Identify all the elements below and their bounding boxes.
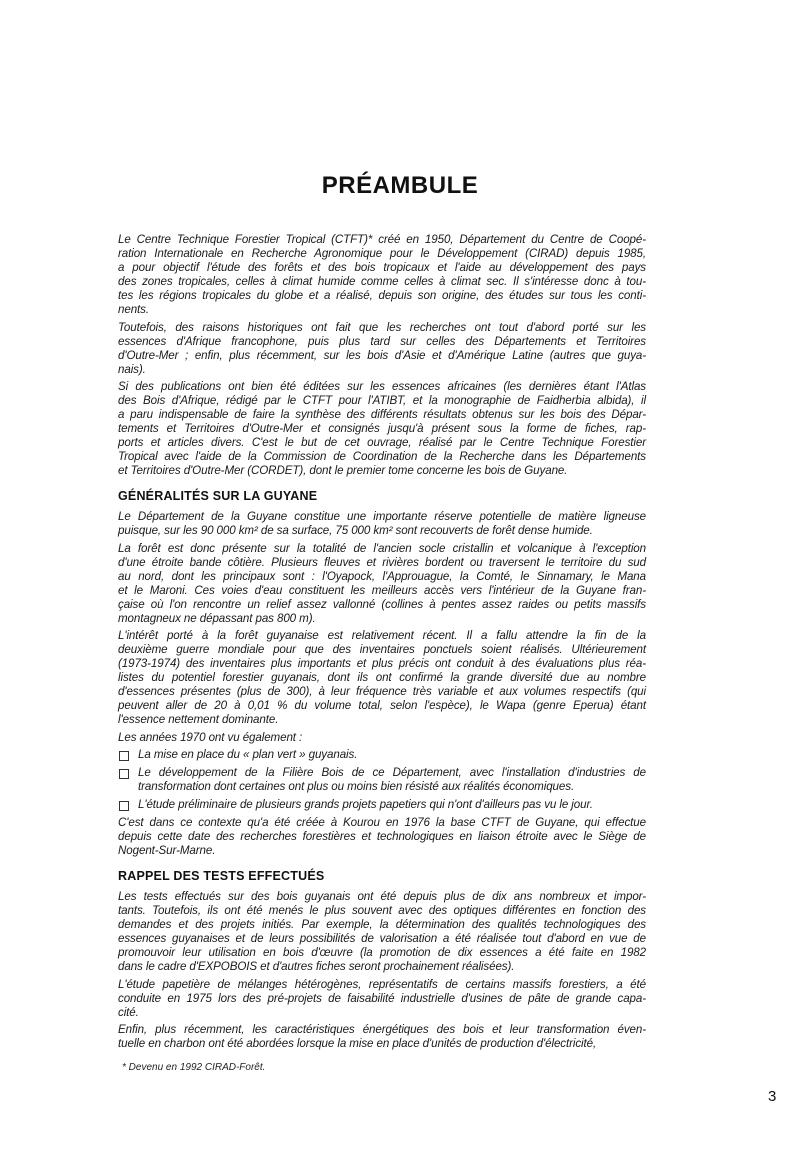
text-line: L'étude papetière de mélanges hétérogènes, représentatifs de certains massifs forestiers, a été xyxy=(118,977,646,991)
text-line: a pour objectif l'étude des forêts et des bois tropicaux et l'aide au développement des pays xyxy=(118,261,646,274)
paragraph xyxy=(118,629,646,727)
text-line: nents. xyxy=(118,303,149,316)
text-line: Tropical avec l'aide de la Commission de Coordination de la Recherche dans les Départements xyxy=(118,450,646,463)
text-line: ports et articles divers. C'est le but de cet ouvrage, réalisé par le Centre Technique Forestier xyxy=(118,436,646,449)
text-line: Le développement de la Filière Bois de ce Département, avec l'installation d'industries de xyxy=(138,766,646,779)
text-line: a paru indispensable de faire la synthèse des différents résultats obtenus sur les bois des Dépar- xyxy=(118,408,646,421)
text-line: (1973-1974) des inventaires plus importants et plus précis ont conduit à des évaluations plus réa- xyxy=(118,657,646,670)
text-line: dans le cadre d'EXPOBOIS et d'autres fiches seront prochainement réalisées). xyxy=(118,960,515,973)
text-line: Les tests effectués sur des bois guyanais ont été depuis plus de dix ans nombreux et impor- xyxy=(118,890,646,903)
footnote: * Devenu en 1992 CIRAD-Forêt. xyxy=(122,1062,266,1073)
paragraph xyxy=(118,510,646,538)
text-line: promouvoir leur utilisation en bois d'œuvre (la promotion de dix essences a été faite en 1982 xyxy=(118,946,646,959)
guyane-bullet-list xyxy=(118,748,646,812)
text-line: essences d'Afrique francophone, puis plus tard sur celles des Départements et Territoires xyxy=(118,334,646,348)
text-line: çaise où l'on rencontre un relief assez vallonné (collines à pentes assez raides ou petits massifs xyxy=(118,597,646,611)
paragraph xyxy=(118,978,646,1020)
paragraph xyxy=(118,321,646,377)
text-line: La forêt est donc présente sur la totalité de l'ancien socle cristallin et volcanique à l'exception xyxy=(118,541,646,555)
text-line: tes les régions tropicales du globe et a réalisé, depuis son origine, des études sur tous les conti- xyxy=(118,289,646,302)
text-line: tuelle en charbon ont été abordées lorsque la mise en place d'unités de production d'électricité, xyxy=(118,1037,597,1050)
list-item xyxy=(118,748,646,762)
text-line: Toutefois, des raisons historiques ont fait que les recherches ont tout d'abord porté sur les xyxy=(118,320,646,334)
text-line: deuxième guerre mondiale pour que des inventaires ponctuels soient réalisés. Ultérieurement xyxy=(118,643,646,656)
paragraph xyxy=(118,1023,646,1051)
text-line: d'essences présentes (plus de 300), à leur fréquence très variable et aux volumes respectifs (qui xyxy=(118,685,646,698)
paragraph xyxy=(118,890,646,974)
text-line: L'intérêt porté à la forêt guyanaise est relativement récent. Il a fallu attendre la fin de la xyxy=(118,629,646,642)
text-line: C'est dans ce contexte qu'a été créée à Kourou en 1976 la base CTFT de Guyane, qui effectue xyxy=(118,816,646,829)
page-number: 3 xyxy=(768,1088,777,1105)
text-line: et Territoires d'Outre-Mer (CORDET), dont le premier tome concerne les bois de Guyane. xyxy=(118,464,568,477)
text-line: au nord, dont les principaux sont : l'Oyapock, l'Approuague, la Comté, le Sinnamary, le Mana xyxy=(118,569,646,583)
section-heading-tests: RAPPEL DES TESTS EFFECTUÉS xyxy=(118,869,325,883)
paragraph xyxy=(118,731,646,745)
text-line: montagneux ne dépassant pas 800 m). xyxy=(118,611,316,625)
tests-section xyxy=(118,890,646,1051)
intro-section xyxy=(118,233,646,478)
guyane-section xyxy=(118,510,646,858)
paragraph xyxy=(118,380,646,478)
list-item xyxy=(118,766,646,794)
text-line: tements et Territoires d'Outre-Mer et consignés jusqu'à présent sous la forme de fiches, rap- xyxy=(118,422,646,435)
paragraph xyxy=(118,816,646,858)
guyane-closing xyxy=(118,816,646,858)
text-line: Les années 1970 ont vu également : xyxy=(118,730,303,744)
paragraph xyxy=(118,542,646,626)
text-line: puisque, sur les 90 000 km² de sa surface, 75 000 km² sont recouverts de forêt dense humide. xyxy=(118,524,593,537)
body-column xyxy=(118,233,646,1074)
guyane-paragraphs xyxy=(118,510,646,745)
text-line: demandes et des projets initiés. Par exemple, la détermination des qualités technologiques des xyxy=(118,918,646,931)
list-item xyxy=(118,798,646,812)
text-line: l'essence nettement dominante. xyxy=(118,713,279,726)
text-line: Nogent-Sur-Marne. xyxy=(118,844,216,857)
text-line: d'Outre-Mer ; enfin, plus récemment, sur les bois d'Asie et d'Amérique Latine (autres que guya- xyxy=(118,348,646,362)
text-line: cité. xyxy=(118,1005,139,1019)
text-line: Enfin, plus récemment, les caractéristiques énergétiques des bois et leur transformation éven- xyxy=(118,1023,646,1036)
square-bullet-icon xyxy=(119,751,129,761)
paragraph xyxy=(118,233,646,317)
text-line: Le Centre Technique Forestier Tropical (CTFT)* créé en 1950, Département du Centre de Coopé- xyxy=(118,233,646,246)
text-line: nais). xyxy=(118,362,146,376)
section-heading-guyane: GÉNÉRALITÉS SUR LA GUYANE xyxy=(118,489,318,503)
text-line: depuis cette date des recherches forestières et technologiques en liaison étroite avec le Siège de xyxy=(118,830,646,843)
text-line: conduite en 1975 lors des pré-projets de faisabilité industrielle d'usines de pâte de grande capa- xyxy=(118,991,646,1005)
text-line: listes du potentiel forestier guyanais, dont ils ont confirmé la grande diversité due au nombre xyxy=(118,671,646,684)
text-line: des Bois d'Afrique, rédigé par le CTFT pour l'ATIBT, et la monographie de Faidherbia albida), il xyxy=(118,394,646,407)
text-line: La mise en place du « plan vert » guyanais. xyxy=(138,748,358,761)
text-line: transformation dont certaines ont plus ou moins bien résisté aux réalités économiques. xyxy=(138,780,575,793)
text-line: et le Maroni. Ces voies d'eau constituent les meilleurs accès vers l'intérieur de la Guyane fran- xyxy=(118,583,646,597)
text-line: Si des publications ont bien été éditées sur les essences africaines (les dernières étant l'Atlas xyxy=(118,380,646,393)
square-bullet-icon xyxy=(119,801,129,811)
text-line: des zones tropicales, celles à climat humide comme celles à climat sec. Il s'intéresse donc à tou- xyxy=(118,275,646,288)
text-line: essences guyanaises et de leurs possibilités de valorisation a été réalisée tout d'abord en vue de xyxy=(118,932,646,945)
text-line: ration Internationale en Recherche Agronomique pour le Développement (CIRAD) depuis 1985, xyxy=(118,247,646,260)
text-line: Le Département de la Guyane constitue une importante réserve potentielle de matière ligneuse xyxy=(118,510,646,523)
page-title: PRÉAMBULE xyxy=(321,172,479,199)
text-line: d'une étroite bande côtière. Plusieurs fleuves et rivières bordent ou traversent le territoire du sud xyxy=(118,555,646,569)
text-line: L'étude préliminaire de plusieurs grands projets papetiers qui n'ont d'ailleurs pas vu le jour. xyxy=(138,798,593,811)
text-line: tants. Toutefois, ils ont été menés le plus souvent avec des optiques différentes en fonction des xyxy=(118,904,646,917)
square-bullet-icon xyxy=(119,769,129,779)
text-line: peuvent aller de 20 à 0,01 % du volume total, selon l'espèce), le Wapa (genre Eperua) étant xyxy=(118,699,646,712)
